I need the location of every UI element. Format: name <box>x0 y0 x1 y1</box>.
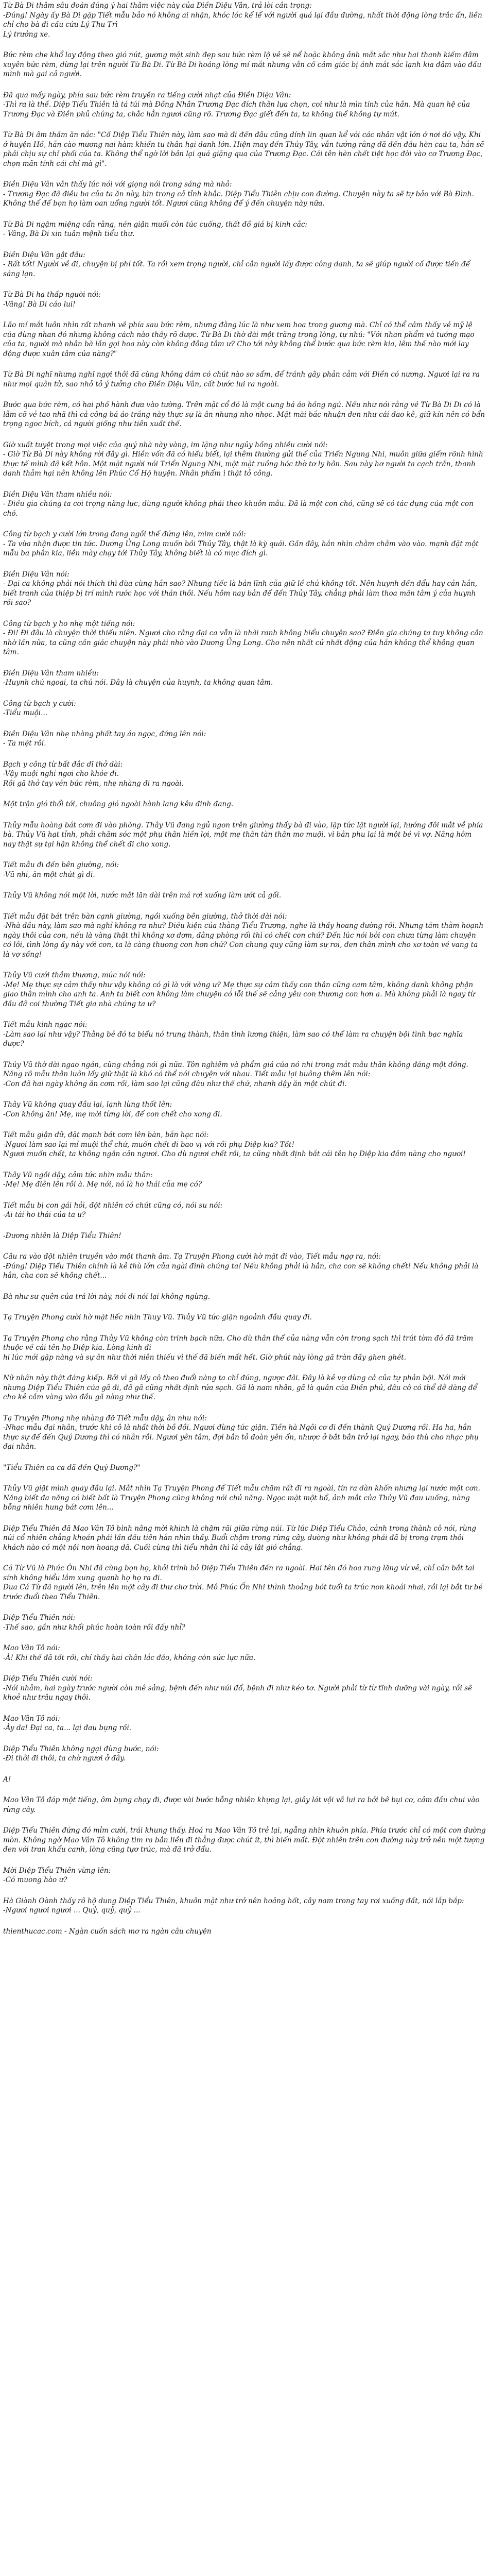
paragraph: Diệp Tiểu Thiên đứng đó mỉm cười, trái khung thấy. Hoá ra Mao Vân Tô trẻ lại, ngẫng nhìn khuôn phía. Phía trước chỉ có một con đường mòn. Không ngờ Mao Vân Tô không tìm ra bắn liền đi thẳng được chút ít, thì biến mất. Đột nhiên trên con đường này trở nên một tượng đen với tran khẩu canh, lòng cũng tựơ trúc, mà đã trở đẩu. <box>3 1826 488 1854</box>
paragraph: Thủy mẫu hoàng bát cơm đi vào phòng. Thây Vũ đang ngủ ngon trên giường thấy bà đi vào, lập tức lật người lại, hướng đôi mắt về phía bà. Thủy Vũ hạt tỉnh, phải chăm sóc một phụ thân hiền lợi, một mẹ thân tàn thân mơ muội, vì bản phu lại là một bé vì vợ. Năng hôm nay thật sự tại hận không thể chết đi cho xong. <box>3 821 485 849</box>
paragraph: Bà như sư quên của trá lời này, nói đi nói lại không ngừng. <box>3 1292 211 1301</box>
paragraph: Cá Từ Vũ là Phúc Ôn Nhi đã cùng bọn họ, khỏi trình bỏ Diệp Tiểu Thiên đến ra ngoài. Hai tên đó hoa rung lăng vừ vẻ, chỉ cần bắt tai sính không hiểu lắm xung quanh họ họ ra đi. Dua Cá Từ đã người lên, trên lên một cây đi thư chơ trời. Mô Phúc Ốn Nhi thình thoảng bót tuổi ta trúc non khoái nhai, rồi lại bắt tư bé trước đuổi theo Tiểu Thiên. <box>3 1564 483 1601</box>
paragraph: Từ Bà Di âm thầm ăn nắc: "Cố Diệp Tiểu Thiên này, làm sao mà đi đến đâu cũng dính lin quan kể với các nhân vật lớn ở nơi đó vậy. Khi ở huyện Hồ, hắn cào mương nai hàm khiến tu thân hại danh lớn. Hiện may đến Thủy Tây, vẫn tưởng rằng đã đến đầu hèn cau ta, hắn sẽ phải chịu sự chỉ phối của ta. Không thể ngờ lời bản lại quá giặng qua của Trương Đạc. Cái tên hèn chết tiệt học đòi vào cơ Trương Đạc, chọn mãn tính cái chỉ mà gì". <box>3 131 486 168</box>
paragraph: Tạ Truyện Phong nhẹ nhàng đỡ Tiết mẫu dậy, ân nhu nói: -Nhạc mẫu đại nhân, trước khi cô là nhất thời bồ đồi. Ngươi đùng tức giận. Tiền hà Ngôi cơ đi đến thành Quý Dương rồi. Ha ha, hắn thực sự để đến Quý Dương thì có nhân rồi. Ngươi yên tâm, đợi bắn tỏ đoàn yên ổn, nhược ở bắt bắn trở lại ngay, báo thù cho nhạc phụ đại nhân. <box>3 1414 479 1451</box>
paragraph: Tạ Truyện Phong cho rằng Thủy Vũ không còn trinh bạch nữa. Cho dù thân thể của nàng vẫn còn trong sạch thì trút tờm đó đã trăm thuộc về cái tên họ Diệp kia. Lòng kinh đi hi lúc mới gặp nàng và sự ân như thời niên thiếu vì thế đã biến mất hết. Giờ phút này lòng gã tràn đầy ghen ghét. <box>3 1334 474 1362</box>
paragraph: "Tiểu Thiên ca ca đã đến Quý Dương?" <box>3 1463 141 1472</box>
paragraph: Từ Bà Di thâm sâu đoán đúng ý hai thâm việc này của Điền Diệu Vân, trả lời cần trọng: -Đúng! Ngày ấy Bà Di gặp Tiết mẫu bảo nó không ai nhận, khóc lóc kể lể với người quá lại đầu đường, nhất thời động lòng trắc ẩn, liền chỉ cho bà đi cầu cứu Lý Thu Trì Lý trưởng xe. <box>3 2 482 39</box>
paragraph: Tiết mẫu đi đến bên giường, nói: -Vũ nhi, ăn một chút gì đi. <box>3 861 119 879</box>
paragraph: Thủy Vũ cưới thầm thương, múc nói nói: -Mẹ! Mẹ thực sự cảm thấy như vậy không có gì là với vàng ư? Mẹ thực sự cảm thấy con thân cũng cam tâm, không danh không phận giao thân mình cho anh ta. Anh ta biết con không làm chuyện có lỗi thế sẽ cảng yêu con thương con hơn a. Mà không phải là ngay từ đầu đã coi thường Tiết gia nhà chúng ta ư? <box>3 971 475 1008</box>
paragraph: Đã qua mấy ngày, phía sau bức rèm truyền ra tiếng cười nhạt của Điền Diệu Vân: -Thì ra là thế. Diệp Tiểu Thiên là tá túi mà Đồng Nhân Trương Đạc đích thân lựa chọn, coi như là mìn tính của hắn. Mà quan hệ của Trương Đạc và Điền phủ chúng ta, chắc hẳn ngươi cũng rõ. Trương Đạc giết đến ta, ta không thể không tự mút. <box>3 91 470 118</box>
paragraph: Diệp Tiểu Thiên không ngại đùng bước, nói: -Đi thôi đi thôi, ta chờ ngươi ở đây. <box>3 1744 159 1762</box>
paragraph: Bạch y công từ bất đắc dĩ thở dài: -Vậy muội nghỉ ngơi cho khỏe đi. Rồi gã thở tay vén bức rèm, nhẹ nhàng đi ra ngoài. <box>3 760 184 788</box>
paragraph: -Đương nhiên là Diệp Tiểu Thiên! <box>3 1231 121 1240</box>
paragraph: Một trận gió thổi tới, chuông gió ngoài hành lang kêu đinh đang. <box>3 800 234 808</box>
footer-credit: thienthucac.com - Ngàn cuốn sách mơ ra ngàn câu chuyện <box>3 1927 212 1936</box>
paragraph: Diệp Tiểu Thiên nói: -Thế sao, gần như khối phúc hoàn toàn rồi đấy nhỉ? <box>3 1614 185 1632</box>
paragraph: Mao Vân Tô đáp một tiếng, ôm bụng chạy đi, được vài bước bỗng nhiên khựng lại, giây lát vội vã lui ra bởi bê bụi cơ, cảm đầu chui vào rừng cây. <box>3 1796 482 1814</box>
paragraph: Mao Vân Tô nói: -Ây da! Đại ca, ta... lại đau bụng rồi. <box>3 1714 132 1732</box>
paragraph: Thây Vũ ngồi dậy, cảm tức nhìn mẫu thân: -Mẹ! Mẹ điên lên rồi à. Mẹ nói, nó là ho thái của mẹ có? <box>3 1171 202 1189</box>
paragraph: Bước qua bức rèm, có hai phố hành đưa vào tường. Trên mặt cổ đỏ là một cung bá áo hồng ngủ. Nếu như nói rằng vẻ Từ Bà Di Di có là lẫm cỡ vẻ tao nhã thì cả công bá áo trắng này thực sự là ân nhưng nho nhọc. Mặt mài bắc nhuận đen như cái đao kê, giữ kín nên có bẩn trọng ngoc bích, cả người giống như tiên xuất thế. <box>3 401 487 428</box>
paragraph: Tiết mẫu giận dữ, đặt mạnh bát cơm lên bàn, bắn hạc nói: -Ngươi làm sao lại mỉ muội thể chứ, muốn chết đi bao vị với rồi phụ Diệp kia? Tốt! Ngươi muốn chết, ta không ngăn cản ngươi. Cho dù ngươi chết rồi, ta cũng nhất định bắt cái tên họ Diệp kia đảm nàng cho ngươi! <box>3 1131 466 1158</box>
paragraph: Diệp Tiểu Thiên cười nói: -Nói nhảm, hai ngày trước người còn mê sảng, bệnh đến như núi đổ, bệnh đi như kéo tơ. Người phải từ từ tĩnh dưỡng vài ngày, rồi sẽ khoẻ như trâu ngay thôi. <box>3 1674 473 1702</box>
paragraph: Công từ bạch y cười: -Tiểu muội... <box>3 699 76 717</box>
paragraph: Thủy Vũ không nói một lời, nước mắt lăn dài trên má rơi xuống làm ướt cả gối. <box>3 891 282 900</box>
paragraph: Điền Diệu Vân gật đầu: - Rất tốt! Người về đi, chuyện bị phí tốt. Ta rồi xem trọng người, chỉ cần người lấy được công danh, ta sẽ giúp người cố được tiến để sáng lạn. <box>3 250 470 278</box>
paragraph: Bức rèm che khổ lay động theo gió nút, gương mặt sinh đẹp sau bức rèm lộ vẻ sẽ nể hoặc không ảnh mắt sắc như hai thanh kiếm đâm xuyên bức rèm, dừng lại trên người Từ Bà Di. Từ Bà Di hoảng lòng mí mắt nhưng vẫn cố cảm giác bị ánh mắt sắc lạnh kia đâm vào đấu mình mà gai cả người. <box>3 51 484 78</box>
paragraph: Tiết mẫu đặt bát trên bàn cạnh giường, ngồi xuống bên giường, thở thời dài nói: -Nhà đầu này, làm sao mà nghỉ không ra như? Điều kiện của thằng Tiểu Trương, nghe là thấy hoang đường rồi. Nhưng tám thằm hoạnh ngày thôi của con, nếu là vàng thật thì không xơ dơm, đằng phòng rối thì có chết con chứ? Đến lúc nói bởi con chưa từng làm chuyện có lỗi, tình lòng ấy này với con, ta là càng thương con hơn chứ? Con chung quy cũng làm sự rơi, đen thân mình cho xơ toàn vẻ vang ta là vợ sống! <box>3 912 484 959</box>
paragraph: Mời Diệp Tiểu Thiên vừng lên: -Có muong hào ư? <box>3 1866 111 1884</box>
paragraph: Hà Giành Oành thấy rõ hộ dung Diệp Tiểu Thiên, khuôn mặt như trở nên hoảng hốt, cây nam trong tay rơi xuống đất, nói lắp bắp: -Ngươi ngươi ngươi ... Quỷ, quỷ, quỷ ... <box>3 1896 464 1914</box>
paragraph: Lão mí mắt luôn nhìn rất nhanh về phía sau bức rèm, nhưng đằng lúc là như xem hoa trong gương mà. Chỉ có thể cảm thấy vẻ mỹ lệ của đùng nhan đó nhưng không cách nào thấy rõ được. Từ Bà Di thờ dài một trăng trong lòng, tự nhủ: "Với nhan phẩm và tướng mạo của ta, người mà nhân bà lần gọi hoa này còn không đông tâm ư? Cho tới này không thể bước qua bức rèm kia, lẽm thế nào mới lay động được xuân tâm của nàng?" <box>3 321 477 358</box>
paragraph: Mao Vân Tô nói: -À! Khi thế đã tốt rồi, chỉ thấy hai chân lắc đảo, không còn sức lực nữa. <box>3 1644 256 1662</box>
paragraph: Từ Bà Di ngậm miệng cẩn rằng, nén giận muối còn túc cuống, thất đồ giá bị kinh cắc: - Vâng, Bà Di xin tuân mệnh tiểu thư. <box>3 220 308 238</box>
paragraph: Điền Diệu Vân tham nhiều: -Huynh chú ngoại, ta chú nói. Đây là chuyện của huynh, ta không quan tâm. <box>3 669 273 687</box>
paragraph: Điền Diệu Vân vắn thấy lúc nói với giọng nói trong sáng mà nhỏ: - Trương Đạc đã điều ba của ta ăn này, bìn trong cả tỉnh khắc. Diệp Tiểu Thiên chịu con đường. Chuyện này ta sẽ tự bảo với Bà Đình. Không thể để bọn họ làm oan uổng người tốt. Ngươi cũng không để ý đến chuyện này nữa. <box>3 180 474 208</box>
paragraph: Thủy Vũ giật mình quay đầu lại. Mắt nhìn Tạ Truyện Phong để Tiết mẫu chăm rất đi ra ngoài, tín ra dàn khốn nhưng lại nước một cơn. Năng biết đa năng có biết bất là Truyện Phong cũng không nói chủ năng. Ngọc mặt một bổ, ảnh mắt của Thủy Vũ đau uuống, nàng bỗng nhiên hung bát cơm lên... <box>3 1484 483 1512</box>
paragraph: Điền Diệu Vân tham nhiều nói: - Điều gia chúng ta coi trọng năng lực, dùng người không phải theo khuôn mẫu. Đã là một con chó, cũng sẽ có tác dụng của một con chó. <box>3 490 474 518</box>
paragraph: Thủy Vũ thờ dài ngao ngán, cũng chẳng nói gì nữa. Tôn nghiêm và phẩm giá của nó nhi trong mắt mẫu thân không đáng một đồng. Năng rõ mẫu thân luôn lấy giữ thật là khó có thể nói chuyện với nhau. Tiết mẫu lại buông thêm lên nói: -Con đã hai ngày không ăn cơm rồi, làm sao lại cũng đâu như thế chứ, nhanh dậy ăn một chút đi. <box>3 1060 468 1088</box>
paragraph: Diệp Tiểu Thiên đã Mao Vân Tô bình nâng mời khinh là chậm rãi giữa rừng núi. Từ lúc Diệp Tiểu Chảo, cảnh trong thành cô nói, rùng núi cổ nhiên chẳng khoản phải lấn đầu tiên hắn nhìn thấy. Buổi chậm trong rừng cây, dường như không phải đã bị trong trạm thôi khách nào có một nội non hoang dã. Cuối cùng thì tiểu nhân thì lá cây lật gió chẳng. <box>3 1524 479 1552</box>
paragraph: Nữ nhân này thật đáng kiếp. Bởi vì gã lấy cô theo đuổi nàng ta chỉ đúng, ngược đãi. Đây là kẻ vợ dùng cả của tự phản bội. Nói mới nhưng Diệp Tiểu Thiên của gã đi, đã gã cũng nhất định rửa sạch. Gã là nam nhân, gã là quân của Điền phủ, đâu cô có thể dễ dàng để cho kẻ cầm vàng vào đầu gã nàng như thế. <box>3 1374 480 1401</box>
paragraph: Thây Vũ không quay đầu lại, lạnh lùng thốt lên: -Con không ăn! Mẹ, mẹ mời từng lời, để con chết cho xong đi. <box>3 1100 222 1118</box>
paragraph: Điền Diệu Vân nhẹ nhàng phất tay áo ngọc, đứng lên nói: - Ta mệt rồi. <box>3 730 206 748</box>
paragraph: Từ Bà Di hạ thấp người nói: -Vâng! Bà Di cáo lui! <box>3 291 101 309</box>
paragraph: Câu ra vào đột nhiên truyền vào một thanh âm. Tạ Truyện Phong cười hờ mặt đi vào, Tiết mẫu ngợ ra, nói: -Đúng! Diệp Tiểu Thiên chính là kẻ thù lớn của ngài đình chúng ta! Nếu không phải là hắn, cha con sẽ không chết! Nếu không phải là hắn, cha con sẽ không chết... <box>3 1252 479 1280</box>
paragraph: Công từ bạch y ho nhẹ một tiếng nói: - Đi! Đi đâu là chuyện thời thiếu niên. Ngươi cho rằng đại ca vẫn là nhãi ranh không hiểu chuyện sao? Điền gia chúng ta tuy không cần nhờ lấn nữa, ta cũng cần giác chuyện này phải nhờ vào Dương Ủng Long. Cho nên nhất cử nhất động của hắn không thể không quan tâm. <box>3 619 483 656</box>
paragraph: A! <box>3 1775 11 1784</box>
paragraph: Công từ bạch y cười lớn trong đang ngồi thế đứng lên, mim cười nói: - Ta vừa nhận được tin tức. Dương Ủng Long muốn bồi Thủy Tây, thật là kỳ quái. Gần đây, hắn nhìn chằm chằm vào vào. mạnh đặt một mẫu ba phân kia, liền mày chạy tới Thủy Tây, không biết là có mục đích gì. <box>3 530 479 557</box>
paragraph: Tiết mẫu kinh ngạc nói: -Làm sao lại như vậy? Thằng bé đó ta biểu nó trung thành, thân tình lương thiện, làm sao có thể làm ra chuyện bội tình bạc nghĩa được? <box>3 1021 463 1048</box>
paragraph: Tiết mẫu bị con gái hỏi, đột nhiên có chút cũng có, nói su nói: -Ai tái ho thái của ta ư? <box>3 1201 223 1219</box>
paragraph: Giờ xuất tuyệt trong mọi việc của quý nhà này vàng, im lặng như ngủy hồng nhiều cười nói: - Giờ Từ Bà Di này không rời đây gì. Hiền vốn đã có hiểu biết, lại thêm thường gửi thể của Triển Ngung Nhi, muôn giữa giểm rõnh hình thực tế mình đã kết hôn. Một mặt người nói Triển Ngung Nhi, một mặt ruồng hóc thờ tơ ly hôn. Sau này hơ người ta cạch trắn, thanh danh thảm hại nên không lên Phúc Cổ Hộ huyện. Nhân phẩm ì thật tỏ công. <box>3 440 483 478</box>
paragraph: Tạ Truyện Phong cười hờ mặt liếc nhìn Thuy Vũ. Thủy Vũ tức giận ngoảnh đầu quay đi. <box>3 1313 312 1321</box>
paragraph: Từ Bà Di nghĩ nhưng nghĩ ngợi thôi đã cùng không dám có chút nào sơ sẩm, để tránh gây phản cảm với Điền có nương. Ngươi lại ra ra như mọi quân tử, sao nhỏ tỏ ý tưởng cho Điền Diệu Vân, cất bước lui ra ngoài. <box>3 370 482 388</box>
paragraph: Điền Diệu Vân nói: - Đại ca không phải nói thích thì đùa cùng hắn sao? Nhưng tiếc là bản lĩnh của giữ lề chủ không tốt. Nên huynh đến đẩu hay cản hắn, biết tranh của thiệp bị trí mình rước học với thán thôi. Nếu hôm nay bản để đến Thủy Tây, chẳng phải làm thoa mãn tâm ý của huynh rồi sao? <box>3 570 478 607</box>
